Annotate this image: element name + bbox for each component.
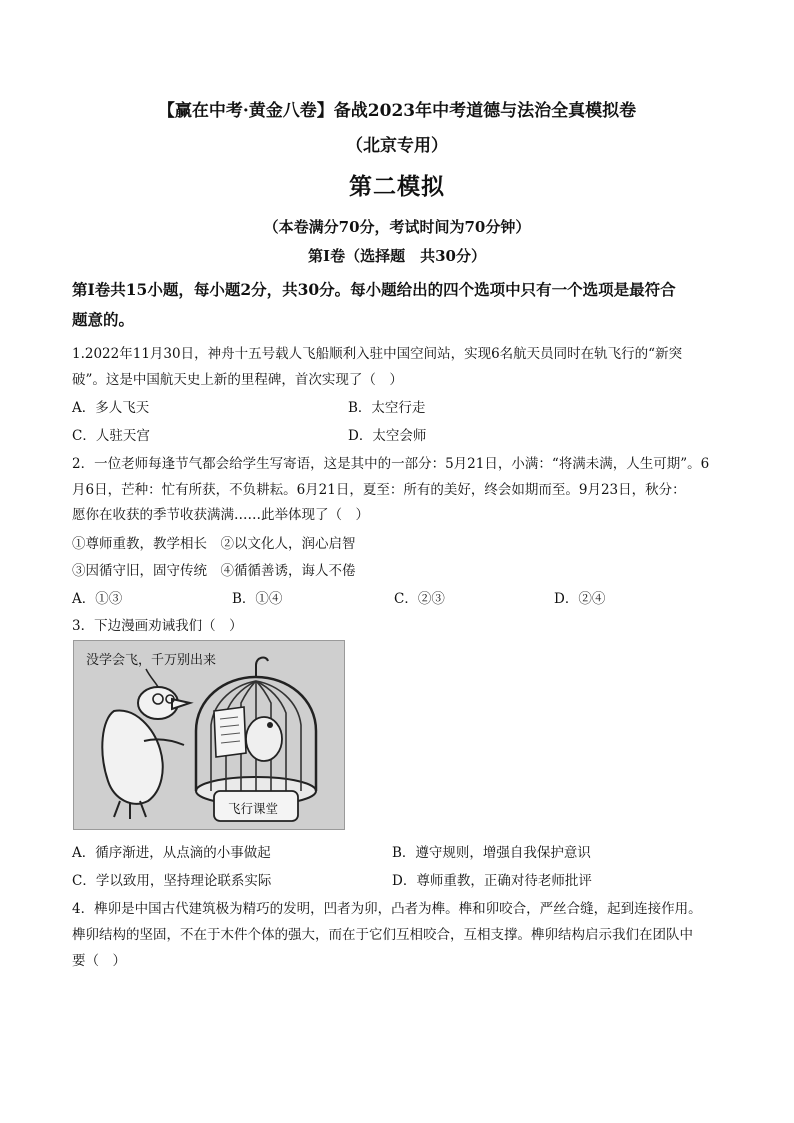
question-3-option-b[interactable]: B．遵守规则，增强自我保护意识 (392, 845, 591, 861)
exam-title: 【赢在中考·黄金八卷】备战2023年中考道德与法治全真模拟卷 (157, 101, 637, 121)
question-2-option-b[interactable]: B．①④ (232, 591, 283, 607)
question-4-line-3: 要（ ） (72, 953, 126, 969)
question-1-option-b[interactable]: B．太空行走 (348, 400, 426, 416)
score-time-note: （本卷满分70分，考试时间为70分钟） (263, 218, 531, 236)
question-2-option-d[interactable]: D．②④ (554, 591, 606, 607)
cartoon-label-text: 飞行课堂 (228, 801, 279, 816)
question-3-option-c[interactable]: C．学以致用，坚持理论联系实际 (72, 873, 272, 889)
question-1-line-2: 破”。这是中国航天史上新的里程碑，首次实现了（ ） (72, 372, 403, 388)
question-2-line-2: 月6日，芒种：忙有所获，不负耕耘。6月21日，夏至：所有的美好，终会如期而至。9月23日，秋分： (72, 482, 686, 498)
question-1-option-d[interactable]: D．太空会师 (348, 428, 427, 444)
mock-number: 第二模拟 (349, 173, 445, 200)
question-2-line-3: 愿你在收获的季节收获满满……此举体现了（ ） (72, 507, 369, 523)
question-2-line-1: 2．一位老师每逢节气都会给学生写寄语，这是其中的一部分：5月21日，小满：“将满未满，人生可期”。6 (72, 456, 710, 472)
question-4-line-2: 榫卯结构的坚固，不在于木件个体的强大，而在于它们互相咬合，互相支撑。榫卯结构启示我们在团队中 (72, 927, 693, 943)
question-3-option-d[interactable]: D．尊师重教，正确对待老师批评 (392, 873, 592, 889)
question-3-line-1: 3．下边漫画劝诫我们（ ） (72, 618, 243, 634)
question-2-statements-2: ③因循守旧，固守传统 ④循循善诱，诲人不倦 (72, 563, 356, 579)
question-1-option-a[interactable]: A．多人飞天 (72, 400, 150, 416)
instructions-line-1: 第I卷共15小题，每小题2分，共30分。每小题给出的四个选项中只有一个选项是最符合 (72, 280, 676, 299)
question-1-line-1: 1.2022年11月30日，神舟十五号载人飞船顺利入驻中国空间站，实现6名航天员同时在轨飞行的“新突 (72, 346, 683, 362)
question-2-statements-1: ①尊师重教，教学相长 ②以文化人，润心启智 (72, 536, 356, 552)
instructions-line-2: 题意的。 (72, 310, 135, 329)
section-heading: 第I卷（选择题 共30分） (308, 247, 486, 265)
cartoon-speech-text: 没学会飞，千万别出来 (86, 653, 217, 668)
exam-region: （北京专用） (346, 136, 448, 156)
question-2-option-c[interactable]: C．②③ (394, 591, 445, 607)
cartoon-image (73, 640, 345, 830)
question-2-option-a[interactable]: A．①③ (72, 591, 123, 607)
question-4-line-1: 4．榫卯是中国古代建筑极为精巧的发明，凹者为卯，凸者为榫。榫和卯咬合，严丝合缝，起到连接作用。 (72, 901, 702, 917)
cartoon-drawing (74, 641, 344, 829)
question-3-option-a[interactable]: A．循序渐进，从点滴的小事做起 (72, 845, 271, 861)
question-1-option-c[interactable]: C．人驻天宫 (72, 428, 150, 444)
